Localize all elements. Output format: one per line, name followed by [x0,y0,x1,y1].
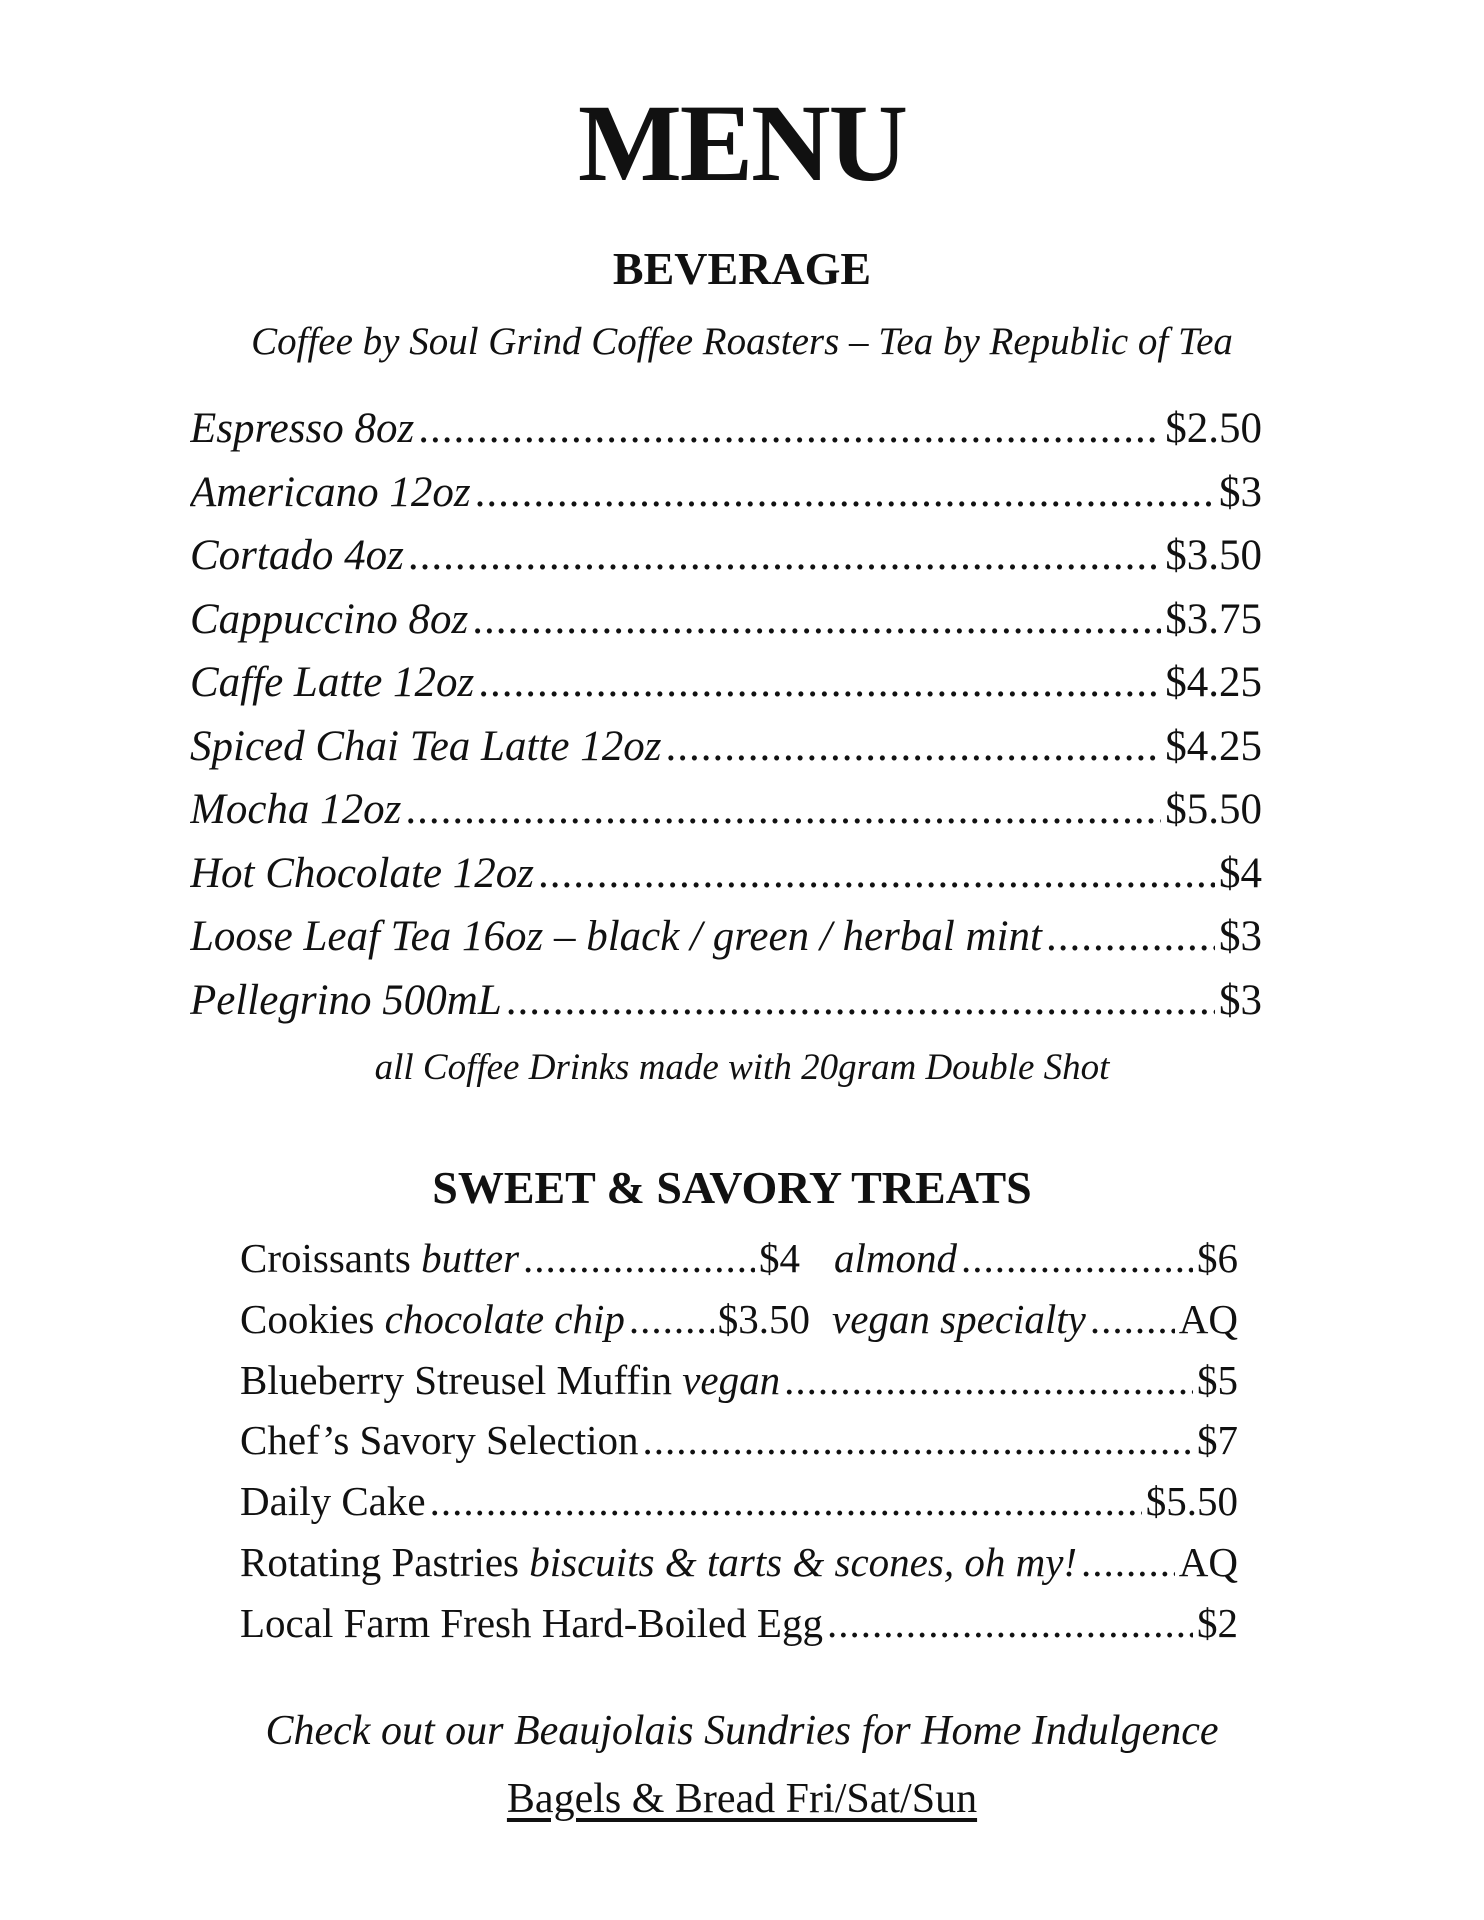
beverage-heading: BEVERAGE [612,243,872,294]
item-name: Croissants [240,1235,411,1281]
dot-leader [629,1295,714,1343]
menu-item-cookies [240,1295,1238,1356]
dot-leader [538,849,1215,898]
item-name: Mocha 12oz [190,786,402,833]
item-price: $4 [1219,849,1262,897]
item-name: Cappuccino 8oz [190,595,469,643]
item-price: $4.25 [1165,722,1262,770]
item-price: $2.50 [1165,405,1262,452]
item-name: Caffe Latte 12oz [190,659,475,706]
menu-item-daily-cake [240,1477,1238,1538]
item-price: $3 [1219,976,1262,1024]
item-price: AQ [1178,1538,1238,1585]
menu-title: MENU [577,82,907,204]
menu-item-hot-chocolate [190,849,1262,913]
item-price: $7 [1197,1417,1238,1464]
item-description: biscuits & tarts & scones, oh my! [529,1538,1078,1585]
menu-item-chai-latte [190,722,1262,786]
item-price: $3.75 [1165,595,1262,643]
beverage-subtitle: Coffee by Soul Grind Coffee Roasters – Tea by Republic of Tea [251,320,1233,363]
dot-leader [1046,912,1215,961]
item-name: Chef’s Savory Selection [240,1417,639,1464]
item-price: $5 [1197,1356,1238,1403]
bagels-text: Bagels & Bread Fri/Sat/Sun [506,1776,978,1822]
beverage-note: all Coffee Drinks made with 20gram Double Shot [374,1047,1110,1088]
item-price: $3.50 [717,1295,811,1342]
sundries-promo: Check out our Beaujolais Sundries for Home Indulgence [265,1708,1219,1754]
item-price: $4 [759,1235,801,1281]
menu-item-savory-selection [240,1416,1238,1477]
item-price: $2 [1197,1599,1238,1646]
menu-item-americano [190,468,1262,532]
dot-leader [472,595,1161,644]
dot-leader [475,468,1215,517]
menu-item-cappuccino [190,595,1262,659]
item-price: AQ [1178,1295,1238,1342]
item-option: vegan specialty [832,1295,1086,1342]
dot-leader [784,1356,1193,1404]
dot-leader [1081,1538,1175,1586]
item-name: Espresso 8oz [190,405,415,452]
menu-item-croissants [240,1234,1238,1295]
item-name: Daily Cake [240,1478,426,1525]
dot-leader [418,404,1161,453]
item-price: $3 [1219,913,1262,960]
item-price: $4.25 [1165,659,1262,706]
item-name: Blueberry Streusel Muffin [240,1356,672,1403]
menu-item-pellegrino [190,976,1262,1040]
item-price: $3 [1219,468,1262,516]
menu-item-caffe-latte [190,658,1262,722]
dot-leader [408,531,1161,580]
item-name: Local Farm Fresh Hard-Boiled Egg [240,1599,823,1646]
dot-leader [665,722,1161,771]
item-name: Americano 12oz [190,468,471,516]
menu-item-loose-leaf-tea [190,912,1262,976]
beverage-list [190,404,1262,1039]
dot-leader [1090,1295,1175,1343]
item-name: Cortado 4oz [190,532,404,579]
menu-item-espresso [190,404,1262,468]
item-price: $5.50 [1165,786,1262,833]
menu-item-pastries [240,1538,1238,1599]
menu-item-muffin [240,1356,1238,1417]
dot-leader [478,658,1161,707]
item-price: $5.50 [1145,1478,1238,1525]
dot-leader [506,976,1215,1025]
item-description: vegan [682,1356,781,1403]
item-option: chocolate chip [384,1295,625,1342]
bagels-note [0,1778,1484,1820]
menu-item-egg [240,1599,1238,1660]
dot-leader [430,1477,1142,1525]
dot-leader [405,785,1161,834]
menu-item-mocha [190,785,1262,849]
item-price: $3.50 [1165,532,1262,579]
menu-item-cortado [190,531,1262,595]
dot-leader [643,1416,1193,1464]
item-name: Pellegrino 500mL [190,976,502,1024]
item-price: $6 [1196,1235,1238,1281]
item-option: butter [421,1235,520,1281]
item-name: Cookies [240,1295,375,1342]
item-name: Spiced Chai Tea Latte 12oz [190,722,662,770]
item-name: Rotating Pastries [240,1538,520,1585]
treats-heading: SWEET & SAVORY TREATS [432,1162,1032,1213]
dot-leader [961,1234,1193,1282]
treats-list [240,1234,1238,1660]
dot-leader [523,1234,755,1282]
item-option: almond [834,1235,958,1281]
item-name: Hot Chocolate 12oz [190,849,534,897]
item-name: Loose Leaf Tea 16oz – black / green / herbal mint [190,913,1043,960]
dot-leader [827,1599,1193,1647]
